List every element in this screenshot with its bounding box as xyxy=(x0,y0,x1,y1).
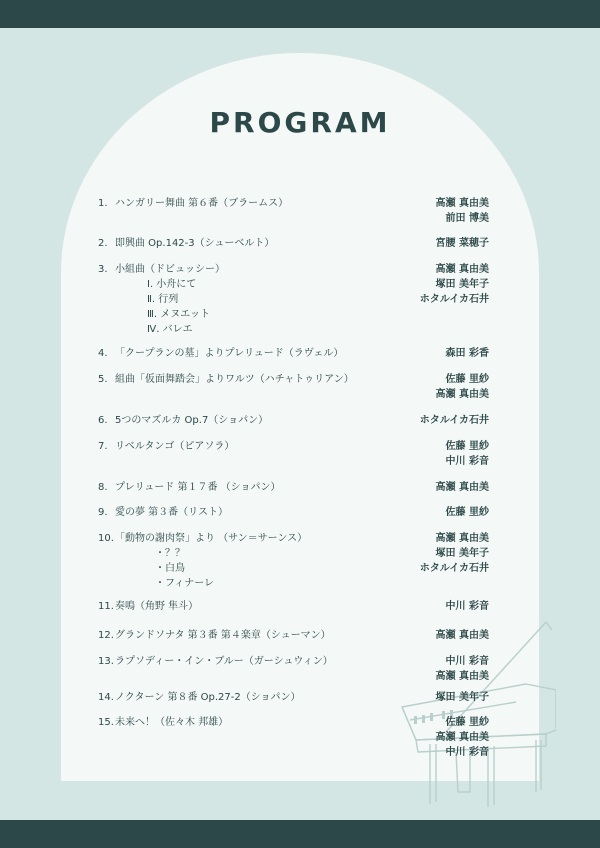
piece-title: ラプソディー・イン・ブルー（ガーシュウィン） xyxy=(115,656,333,667)
performer-name: 高瀬 真由美 xyxy=(435,533,489,544)
program-item xyxy=(0,480,600,495)
program-line xyxy=(0,439,600,454)
program-item xyxy=(0,413,600,428)
program-line xyxy=(0,745,600,760)
piece-title: プレリュード 第１７番 （ショパン） xyxy=(115,482,281,493)
program-line xyxy=(0,730,600,745)
performer-name: 佐藤 里紗 xyxy=(445,717,489,728)
program-item xyxy=(0,262,600,337)
movement: ・？？ xyxy=(155,548,185,559)
performer-name: 宮腰 菜穂子 xyxy=(435,238,489,249)
performer-name: 前田 博美 xyxy=(445,213,489,224)
program-line xyxy=(0,561,600,576)
item-number: 4. xyxy=(98,348,108,359)
performer-name: 高瀬 真由美 xyxy=(435,389,489,400)
piece-title: 未来へ！（佐々木 邦雄） xyxy=(115,717,229,728)
program-line xyxy=(0,669,600,684)
program-item xyxy=(0,346,600,361)
performer-name: 塚田 美年子 xyxy=(435,692,489,703)
item-number: 1. xyxy=(98,198,108,209)
item-number: 8. xyxy=(98,482,108,493)
program-item xyxy=(0,628,600,643)
program-item xyxy=(0,599,600,614)
program-line xyxy=(0,211,600,226)
performer-name: 中川 彩音 xyxy=(445,456,489,467)
piece-title: 即興曲 Op.142-3（シューベルト） xyxy=(115,238,275,249)
program-item xyxy=(0,505,600,520)
performer-name: 森田 彩香 xyxy=(445,348,489,359)
program-item xyxy=(0,236,600,251)
program-item xyxy=(0,196,600,226)
program-item xyxy=(0,715,600,760)
performer-name: 高瀬 真由美 xyxy=(435,732,489,743)
performer-name: 高瀬 真由美 xyxy=(435,482,489,493)
movement: ・フィナーレ xyxy=(155,578,214,589)
item-number: 14. xyxy=(98,692,114,703)
program-line xyxy=(0,322,600,337)
program-line xyxy=(0,236,600,251)
item-number: 7. xyxy=(98,441,108,452)
program-line xyxy=(0,654,600,669)
piece-title: 奏鳴（角野 隼斗） xyxy=(115,601,199,612)
item-number: 6. xyxy=(98,415,108,426)
program-line xyxy=(0,480,600,495)
program-item xyxy=(0,531,600,591)
page-title: PROGRAM xyxy=(209,106,391,139)
performer-name: 中川 彩音 xyxy=(445,656,489,667)
program-line xyxy=(0,307,600,322)
program-item xyxy=(0,439,600,469)
performer-name: 中川 彩音 xyxy=(445,747,489,758)
program-line xyxy=(0,628,600,643)
item-number: 10. xyxy=(98,533,114,544)
performer-name: 佐藤 里紗 xyxy=(445,374,489,385)
movement: ・白鳥 xyxy=(155,563,185,574)
piece-title: 「クープランの墓」よりプレリュード（ラヴェル） xyxy=(115,348,344,359)
program-item xyxy=(0,690,600,705)
program-line xyxy=(0,292,600,307)
piece-title: 愛の夢 第３番（リスト） xyxy=(115,507,228,518)
bottom-band xyxy=(0,820,600,848)
program-line xyxy=(0,196,600,211)
performer-name: 高瀬 真由美 xyxy=(435,198,489,209)
item-number: 12. xyxy=(98,630,114,641)
performer-name: 塚田 美年子 xyxy=(435,548,489,559)
performer-name: 高瀬 真由美 xyxy=(435,264,489,275)
performer-name: 佐藤 里紗 xyxy=(445,441,489,452)
program-line xyxy=(0,454,600,469)
piece-title: 小組曲（ドビュッシー） xyxy=(115,264,225,275)
program-line xyxy=(0,387,600,402)
performer-name: ホタルイカ石井 xyxy=(419,415,489,426)
program-item xyxy=(0,654,600,684)
piece-title: リベルタンゴ（ピアソラ） xyxy=(115,441,235,452)
piece-title: ハンガリー舞曲 第６番（ブラームス） xyxy=(115,198,289,209)
program-line xyxy=(0,599,600,614)
program-line xyxy=(0,277,600,292)
item-number: 5. xyxy=(98,374,108,385)
piece-title: グランドソナタ 第３番 第４楽章（シューマン） xyxy=(115,630,331,641)
program-line xyxy=(0,413,600,428)
program-line xyxy=(0,690,600,705)
program-line xyxy=(0,531,600,546)
piece-title: 組曲「仮面舞踏会」よりワルツ（ハチャトゥリアン） xyxy=(115,374,354,385)
performer-name: ホタルイカ石井 xyxy=(419,294,489,305)
performer-name: 佐藤 里紗 xyxy=(445,507,489,518)
movement: Ⅱ. 行列 xyxy=(147,294,179,305)
performer-name: 塚田 美年子 xyxy=(435,279,489,290)
piece-title: 「動物の謝肉祭」より （サン＝サーンス） xyxy=(115,533,308,544)
program-line xyxy=(0,546,600,561)
item-number: 13. xyxy=(98,656,114,667)
item-number: 9. xyxy=(98,507,108,518)
item-number: 3. xyxy=(98,264,108,275)
item-number: 11. xyxy=(98,601,114,612)
piece-title: ノクターン 第８番 Op.27-2（ショパン） xyxy=(115,692,301,703)
movement: Ⅳ. バレエ xyxy=(147,324,193,335)
program-line xyxy=(0,576,600,591)
program-line xyxy=(0,346,600,361)
program-item xyxy=(0,372,600,402)
item-number: 2. xyxy=(98,238,108,249)
program-line xyxy=(0,505,600,520)
movement: Ⅲ. メヌエット xyxy=(147,309,211,320)
performer-name: 高瀬 真由美 xyxy=(435,671,489,682)
piece-title: 5つのマズルカ Op.7（ショパン） xyxy=(115,415,269,426)
movement: Ⅰ. 小舟にて xyxy=(147,279,197,290)
program-line xyxy=(0,262,600,277)
program-line xyxy=(0,372,600,387)
performer-name: 高瀬 真由美 xyxy=(435,630,489,641)
performer-name: ホタルイカ石井 xyxy=(419,563,489,574)
program-line xyxy=(0,715,600,730)
performer-name: 中川 彩音 xyxy=(445,601,489,612)
item-number: 15. xyxy=(98,717,114,728)
